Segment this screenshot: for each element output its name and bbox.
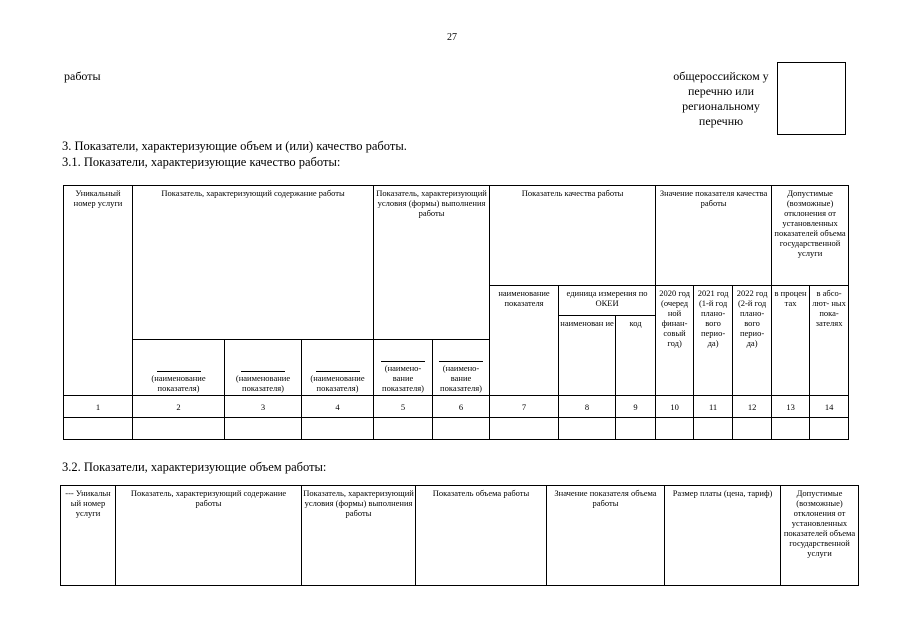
blank-line (241, 363, 285, 372)
blank-line (157, 363, 201, 372)
quality-indicators-table (63, 185, 849, 440)
data-cell[interactable] (225, 418, 302, 440)
subheader-okei-code: код (616, 316, 656, 396)
column-number: 9 (616, 396, 656, 418)
data-cell[interactable] (559, 418, 616, 440)
column-number: 12 (733, 396, 772, 418)
subheader-year-2022: 2022 год (2-й год плано- вого перио- да) (733, 286, 772, 396)
name-cell-2 (133, 340, 225, 396)
name-cell-3 (225, 340, 302, 396)
header-conditions-indicator: Показатель, характеризующий условия (формы) выполнения работы (374, 186, 490, 340)
column-number: 11 (694, 396, 733, 418)
blank-line (381, 353, 425, 362)
section-3-1-heading: 3.1. Показатели, характеризующие качество работы: (62, 155, 341, 169)
column-number: 3 (225, 396, 302, 418)
registry-code-box[interactable] (777, 62, 846, 135)
column-number: 6 (433, 396, 490, 418)
column-number: 7 (490, 396, 559, 418)
column-number: 1 (64, 396, 133, 418)
subheader-indicator-name: наименование показателя (490, 286, 559, 396)
data-cell[interactable] (133, 418, 225, 440)
name-cell-4-text: (наименование показателя) (310, 373, 365, 393)
column-number: 14 (810, 396, 849, 418)
header-volume-indicator: Показатель объема работы (416, 486, 547, 586)
header-deviations: Допустимые (возможные) отклонения от установленных показателей объема государственной услуги (781, 486, 859, 586)
subheader-okei-name: наименован ие (559, 316, 616, 396)
data-cell[interactable] (490, 418, 559, 440)
data-cell[interactable] (433, 418, 490, 440)
name-cell-5 (374, 340, 433, 396)
data-cell[interactable] (374, 418, 433, 440)
name-cell-6-text: (наимено- вание показателя) (440, 363, 482, 393)
header-deviations: Допустимые (возможные) отклонения от установленных показателей объема государственной услуги (772, 186, 849, 286)
header-fee-size: Размер платы (цена, тариф) (665, 486, 781, 586)
data-cell[interactable] (302, 418, 374, 440)
blank-line (439, 353, 483, 362)
header-content-indicator: Показатель, характеризующий содержание работы (116, 486, 302, 586)
name-cell-2-text: (наименование показателя) (151, 373, 206, 393)
data-cell[interactable] (656, 418, 694, 440)
header-quality-value: Значение показателя качества работы (656, 186, 772, 286)
data-cell[interactable] (810, 418, 849, 440)
section-3-2-heading: 3.2. Показатели, характеризующие объем работы: (62, 460, 327, 474)
volume-indicators-table (60, 485, 859, 586)
data-cell[interactable] (733, 418, 772, 440)
work-label: работы (64, 69, 101, 83)
data-cell[interactable] (772, 418, 810, 440)
column-number: 5 (374, 396, 433, 418)
blank-line (316, 363, 360, 372)
column-number: 2 (133, 396, 225, 418)
data-cell[interactable] (64, 418, 133, 440)
name-cell-3-text: (наименование показателя) (235, 373, 291, 393)
registry-label: общероссийском у перечню или региональному перечню (673, 69, 769, 128)
header-unique-number: --- Уникальн ый номер услуги (61, 486, 116, 586)
column-number: 4 (302, 396, 374, 418)
name-cell-5-text: (наимено- вание показателя) (382, 363, 424, 393)
header-unique-number: Уникальный номер услуги (64, 186, 133, 396)
page-number: 27 (447, 32, 457, 43)
header-conditions-indicator: Показатель, характеризующий условия (формы) выполнения работы (302, 486, 416, 586)
subheader-okei-unit: единица измерения по ОКЕИ (559, 286, 656, 316)
header-quality-indicator: Показатель качества работы (490, 186, 656, 286)
name-cell-6 (433, 340, 490, 396)
header-volume-value: Значение показателя объема работы (547, 486, 665, 586)
data-cell[interactable] (616, 418, 656, 440)
column-number: 10 (656, 396, 694, 418)
data-cell[interactable] (694, 418, 733, 440)
column-number: 13 (772, 396, 810, 418)
subheader-year-2021: 2021 год (1-й год плано- вого перио- да) (694, 286, 733, 396)
name-cell-4 (302, 340, 374, 396)
column-number: 8 (559, 396, 616, 418)
subheader-percent: в процен тах (772, 286, 810, 396)
subheader-absolute: в абсо- лют- ных пока- зателях (810, 286, 849, 396)
section-3-heading: 3. Показатели, характеризующие объем и (или) качество работы. (62, 139, 407, 153)
subheader-year-2020: 2020 год (очеред ной финан- совый год) (656, 286, 694, 396)
header-content-indicator: Показатель, характеризующий содержание работы (133, 186, 374, 340)
